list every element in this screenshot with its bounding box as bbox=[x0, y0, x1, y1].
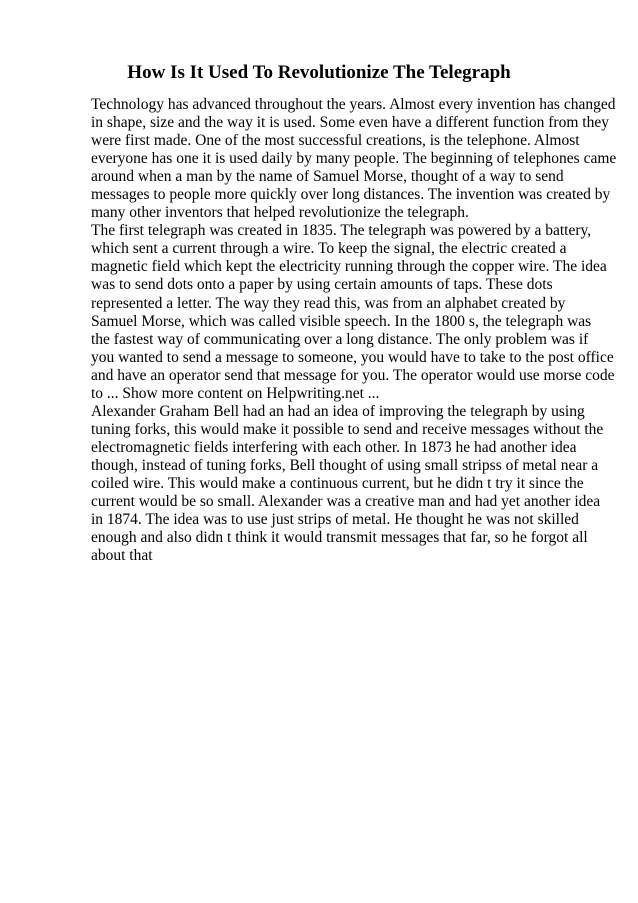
text-line: The first telegraph was created in 1835. The telegraph was powered by a battery, bbox=[91, 222, 592, 240]
text-line: were first made. One of the most successful creations, is the telephone. Almost bbox=[91, 132, 580, 150]
text-line: current would be so small. Alexander was a creative man and had yet another idea bbox=[91, 493, 601, 511]
text-line: about that bbox=[91, 547, 153, 565]
text-line: in 1874. The idea was to use just strips of metal. He thought he was not skilled bbox=[91, 511, 579, 529]
text-line: and have an operator send that message for you. The operator would use morse code bbox=[91, 366, 615, 384]
text-line: magnetic field which kept the electricity running through the copper wire. The idea bbox=[91, 258, 607, 276]
text-line: electromagnetic fields interfering with each other. In 1873 he had another idea bbox=[91, 438, 577, 456]
text-line: though, instead of tuning forks, Bell thought of using small stripss of metal near a bbox=[91, 456, 599, 474]
text-line: messages to people more quickly over long distances. The invention was created by bbox=[91, 186, 611, 204]
text-line: enough and also didn t think it would transmit messages that far, so he forgot all bbox=[91, 529, 588, 547]
text-line: in shape, size and the way it is used. Some even have a different function from they bbox=[91, 114, 609, 132]
text-line: you wanted to send a message to someone, you would have to take to the post office bbox=[91, 348, 614, 366]
text-line: Alexander Graham Bell had an had an idea of improving the telegraph by using bbox=[91, 402, 585, 420]
text-line: coiled wire. This would make a continuous current, but he didn t try it since the bbox=[91, 474, 584, 492]
text-line: everyone has one it is used daily by many people. The beginning of telephones came bbox=[91, 150, 617, 168]
text-line: Samuel Morse, which was called visible speech. In the 1800 s, the telegraph was bbox=[91, 312, 592, 330]
page-title: How Is It Used To Revolutionize The Telegraph bbox=[127, 62, 511, 83]
text-line: around when a man by the name of Samuel Morse, thought of a way to send bbox=[91, 168, 564, 186]
text-line: which sent a current through a wire. To keep the signal, the electric created a bbox=[91, 240, 567, 258]
text-line: Technology has advanced throughout the years. Almost every invention has changed bbox=[91, 96, 616, 113]
text-line: many other inventors that helped revolutionize the telegraph. bbox=[91, 204, 469, 222]
text-line: the fastest way of communicating over a long distance. The only problem was if bbox=[91, 330, 589, 348]
text-line: to ... Show more content on Helpwriting.net ... bbox=[91, 384, 380, 402]
document-body bbox=[91, 96, 617, 565]
text-line: was to send dots onto a paper by using certain amounts of taps. These dots bbox=[91, 276, 553, 294]
text-line: represented a letter. The way they read this, was from an alphabet created by bbox=[91, 294, 566, 312]
text-line: tuning forks, this would make it possible to send and receive messages without the bbox=[91, 420, 604, 438]
